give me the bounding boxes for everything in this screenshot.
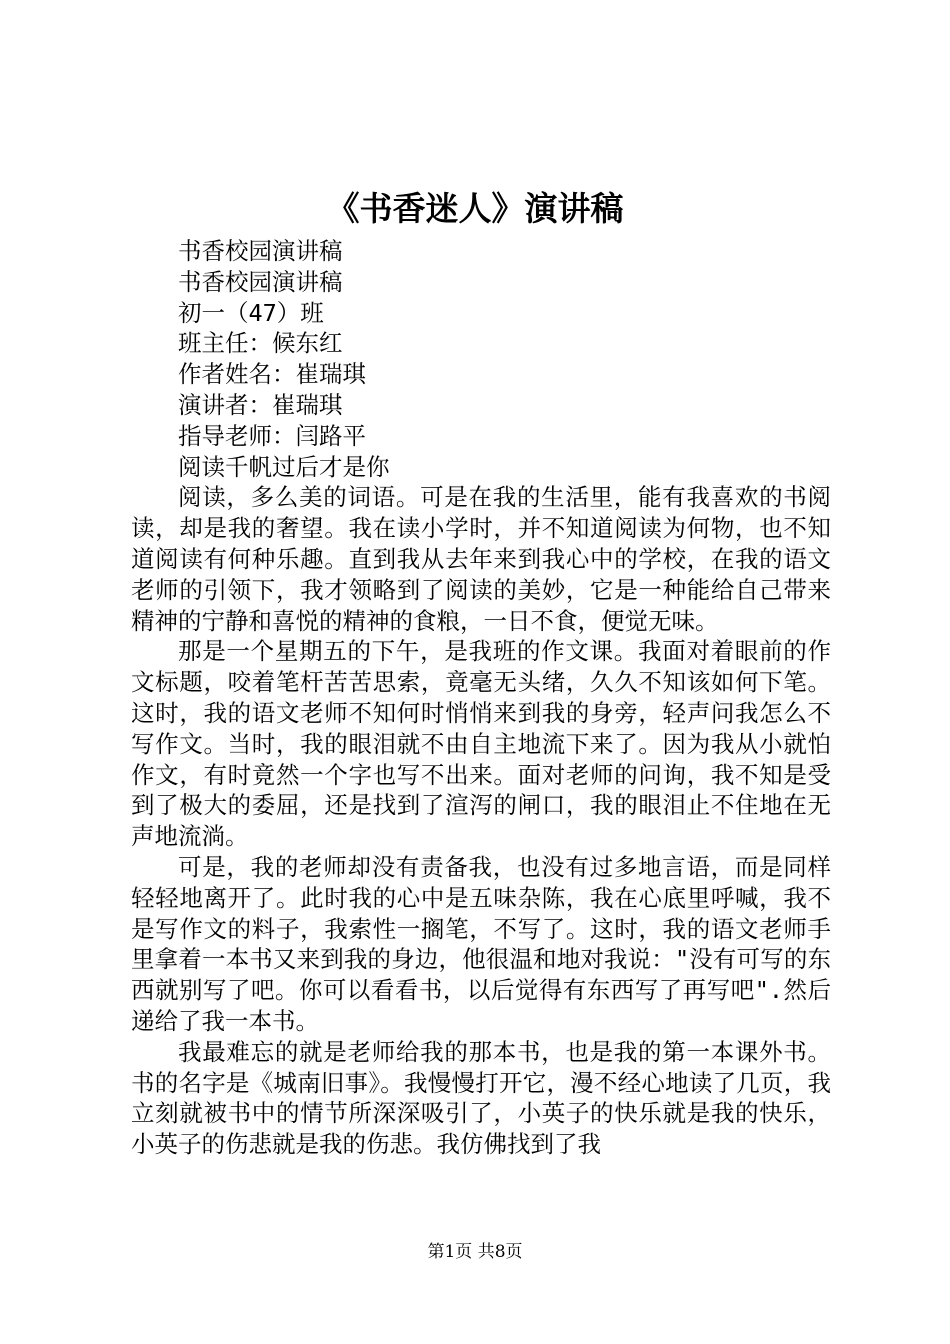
paragraph: 那是一个星期五的下午，是我班的作文课。我面对着眼前的作文标题，咬着笔杆苦苦思索，竟毫无头绪，久久不知该如何下笔。这时，我的语文老师不知何时悄悄来到我的身旁，轻声问我怎么不写作文。当时，我的眼泪就不由自主地流下来了。因为我从小就怕作文，有时竟然一个字也写不出来。面对老师的问询，我不知是受到了极大的委屈，还是找到了渲泻的闸口，我的眼泪止不住地在无声地流淌。 (131, 637, 831, 851)
header-line: 书香校园演讲稿 (178, 237, 343, 265)
header-line: 书香校园演讲稿 (178, 267, 343, 296)
class-line: 初一（47）班 (178, 298, 324, 327)
paragraph: 我最难忘的就是老师给我的那本书，也是我的第一本课外书。书的名字是《城南旧事》。我慢慢打开它，漫不经心地读了几页，我立刻就被书中的情节所深深吸引了，小英子的快乐就是我的快乐，小英子的伤悲就是我的伤悲。我仿佛找到了我 (131, 1037, 831, 1159)
head-teacher-line: 班主任：候东红 (178, 329, 343, 358)
author-line: 作者姓名：崔瑞琪 (178, 360, 366, 389)
subtitle-line: 阅读千帆过后才是你 (178, 452, 390, 481)
page-footer: 第1页 共8页 (427, 1242, 523, 1262)
document-title: 《书香迷人》演讲稿 (326, 189, 624, 228)
advisor-line: 指导老师：闫路平 (178, 421, 366, 450)
paragraph: 阅读，多么美的词语。可是在我的生活里，能有我喜欢的书阅读，却是我的奢望。我在读小学时，并不知道阅读为何物，也不知道阅读有何种乐趣。直到我从去年来到我心中的学校，在我的语文老师的引领下，我才领略到了阅读的美妙，它是一种能给自己带来精神的宁静和喜悦的精神的食粮，一日不食，便觉无味。 (131, 483, 831, 635)
document-body (131, 236, 831, 1160)
speaker-line: 演讲者：崔瑞琪 (178, 390, 343, 419)
paragraph: 可是，我的老师却没有责备我，也没有过多地言语，而是同样轻轻地离开了。此时我的心中是五味杂陈，我在心底里呼喊，我不是写作文的料子，我索性一搁笔，不写了。这时，我的语文老师手里拿着一本书又来到我的身边，他很温和地对我说："没有可写的东西就别写了吧。你可以看看书，以后觉得有东西写了再写吧".然后递给了我一本书。 (131, 852, 831, 1035)
